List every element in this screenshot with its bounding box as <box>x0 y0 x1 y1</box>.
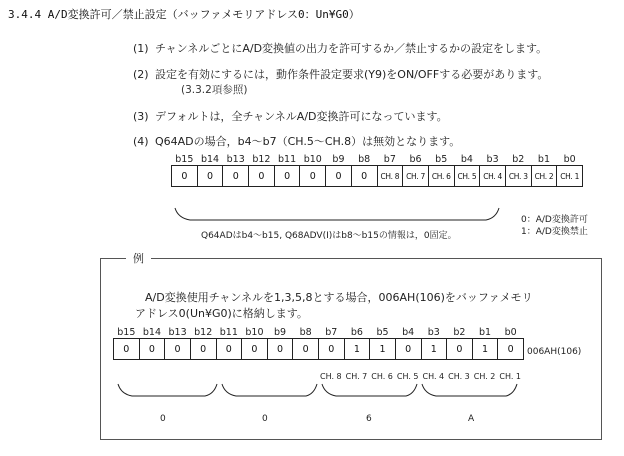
bit-label: b14 <box>142 326 161 338</box>
hex-digit: 0 <box>262 414 268 424</box>
example-bit-table <box>113 326 524 360</box>
bit-label: b2 <box>453 326 466 338</box>
channel-cell: CH. 7 <box>403 166 429 187</box>
unused-bits-bracket <box>175 208 499 220</box>
legend-prohibit: 1：A/D変換禁止 <box>521 227 588 237</box>
item-2-text: 設定を有効にするには，動作条件設定要求(Y9)をON/OFFする必要があります。 <box>155 68 549 81</box>
channel-cell: CH. 8 <box>377 166 403 187</box>
bit-label: b9 <box>274 326 287 338</box>
bit-cell: 1 <box>421 339 447 360</box>
bit-label: b9 <box>332 153 345 165</box>
example-channel-labels <box>318 372 523 381</box>
bit-cell: 0 <box>274 166 300 187</box>
bit-cell: 0 <box>395 339 421 360</box>
bit-cell: 0 <box>223 166 249 187</box>
bit-label: b5 <box>376 326 389 338</box>
bit-label: b10 <box>245 326 264 338</box>
channel-label: CH. 2 <box>473 372 496 381</box>
bit-label: b15 <box>175 153 194 165</box>
item-4-text: Q64ADの場合，b4～b7（CH.5～CH.8）は無効となります。 <box>155 135 461 148</box>
hex-digit: A <box>468 414 475 424</box>
bit-cell: 0 <box>139 339 165 360</box>
example-line-1: A/D変換使用チャンネルを1,3,5,8とする場合，006AH(106)をバッファメモリ <box>145 291 533 304</box>
bit-cell: 0 <box>447 339 473 360</box>
bit-label: b0 <box>563 153 576 165</box>
item-1-number: (1) <box>133 42 149 55</box>
bit-label: b12 <box>252 153 271 165</box>
bit-label: b13 <box>168 326 187 338</box>
channel-label: CH. 1 <box>499 372 521 381</box>
bit-label: b6 <box>409 153 422 165</box>
item-2-number: (2) <box>133 68 149 81</box>
bit-cell: 0 <box>216 339 242 360</box>
bit-cell: 0 <box>114 339 140 360</box>
example-value-label: 006AH(106) <box>527 347 582 357</box>
example-bit-value-row <box>114 339 524 360</box>
bit-cell: 0 <box>326 166 352 187</box>
bit-cell: 0 <box>172 166 198 187</box>
hex-digit: 0 <box>160 414 166 424</box>
bit-label: b10 <box>303 153 322 165</box>
bit-label: b2 <box>512 153 525 165</box>
channel-cell: CH. 3 <box>505 166 531 187</box>
bit-cell: 0 <box>249 166 275 187</box>
example-bit-label-row <box>114 326 524 339</box>
bit-label: b7 <box>383 153 396 165</box>
item-1-text: チャンネルごとにA/D変換値の出力を許可するか／禁止するかの設定をします。 <box>155 42 548 55</box>
example-line-2: アドレス0(Un¥G0)に格納します。 <box>135 307 308 320</box>
bit-label: b4 <box>402 326 415 338</box>
bit-label: b1 <box>479 326 492 338</box>
bit-label: b14 <box>200 153 220 165</box>
channel-label: CH. 8 <box>319 372 342 381</box>
bit-cell: 1 <box>370 339 396 360</box>
legend-permit: 0：A/D変換許可 <box>521 215 588 225</box>
bit-label: b6 <box>350 326 363 338</box>
bit-label: b11 <box>278 153 297 165</box>
channel-cell: CH. 6 <box>428 166 454 187</box>
bit-label: b1 <box>537 153 550 165</box>
bit-label: b12 <box>194 326 213 338</box>
channel-cell: CH. 5 <box>454 166 480 187</box>
channel-label: CH. 3 <box>448 372 470 381</box>
bit-label: b0 <box>504 326 517 338</box>
bit-label: b5 <box>435 153 448 165</box>
bit-label: b8 <box>358 153 371 165</box>
channel-label: CH. 5 <box>396 372 419 381</box>
item-2-subtext: (3.3.2項参照) <box>181 84 248 96</box>
bit-label: b3 <box>427 326 440 338</box>
bit-cell: 0 <box>319 339 345 360</box>
bit-label: b13 <box>226 153 245 165</box>
bit-cell: 0 <box>190 339 216 360</box>
channel-cell: CH. 4 <box>480 166 506 187</box>
bit-cell: 0 <box>197 166 223 187</box>
bit-cell: 0 <box>351 166 377 187</box>
channel-label: CH. 6 <box>371 372 393 381</box>
bit-cell: 1 <box>344 339 370 360</box>
channel-label: CH. 7 <box>345 372 368 381</box>
bit-cell: 1 <box>472 339 498 360</box>
section-heading: 3.4.4 A/D変換許可／禁止設定（バッファメモリアドレス0：Un¥G0） <box>8 8 360 21</box>
bit-label: b8 <box>299 326 312 338</box>
example-label: 例 <box>126 250 151 266</box>
bit-cell: 0 <box>498 339 524 360</box>
bit-label: b15 <box>117 326 136 338</box>
channel-cell: CH. 1 <box>557 166 583 187</box>
bit-cell: 0 <box>293 339 319 360</box>
hex-digit: 6 <box>366 414 372 424</box>
item-3-text: デフォルトは，全チャンネルA/D変換許可になっています。 <box>155 110 448 123</box>
bit-label: b4 <box>460 153 473 165</box>
bit-label: b7 <box>325 326 338 338</box>
item-4-number: (4) <box>133 135 149 148</box>
channel-cell: CH. 2 <box>531 166 557 187</box>
bit-label: b11 <box>219 326 238 338</box>
bit-cell: 0 <box>242 339 268 360</box>
channel-label: CH. 4 <box>422 372 445 381</box>
bit-label: b3 <box>486 153 499 165</box>
bit-cell: 0 <box>267 339 293 360</box>
fixed-bits-note: Q64ADはb4～b15, Q68ADV(I)はb8～b15の情報は，0固定。 <box>201 231 457 241</box>
bit-cell: 0 <box>300 166 326 187</box>
item-3-number: (3) <box>133 110 149 123</box>
bit-cell: 0 <box>165 339 191 360</box>
